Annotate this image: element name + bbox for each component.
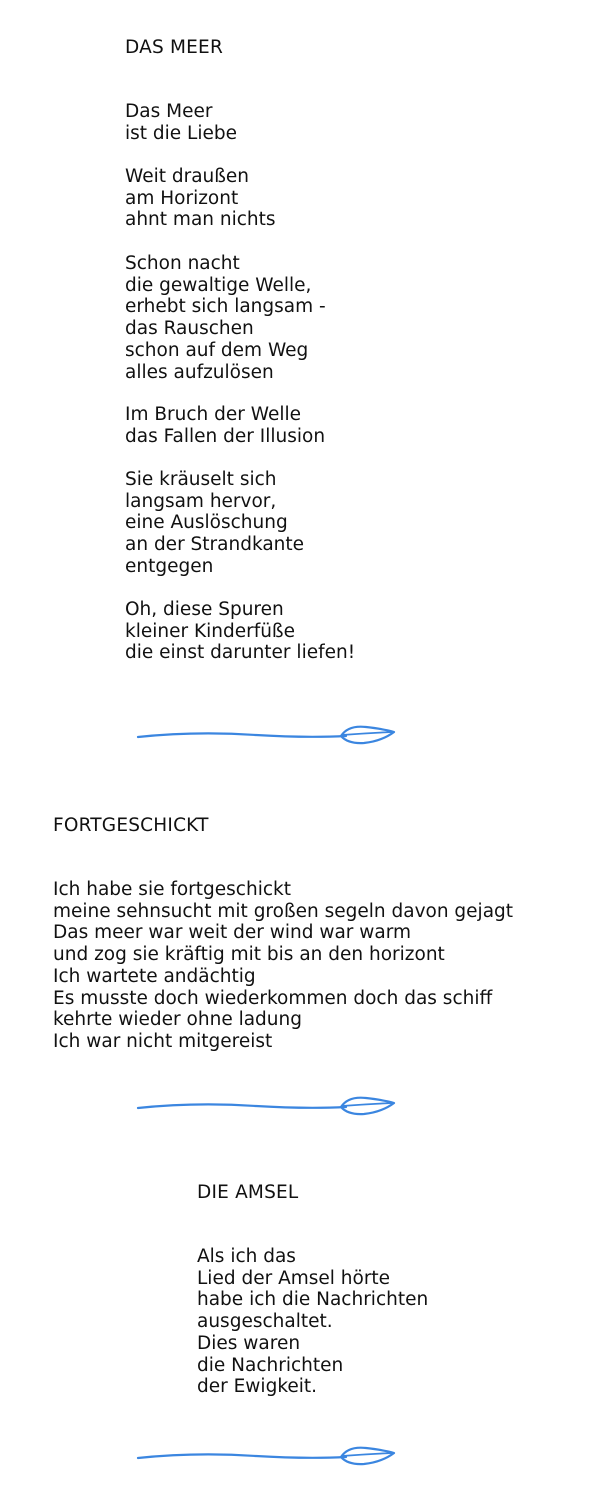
- verse-line: Sie kräuselt sich: [125, 469, 277, 490]
- verse-line: entgegen: [125, 555, 214, 577]
- verse-line: Lied der Amsel hörte: [197, 1267, 391, 1289]
- verse-line: Ich war nicht mitgereist: [53, 1030, 273, 1052]
- poem-title-fortgeschickt: FORTGESCHICKT: [53, 815, 209, 836]
- verse-line: Dies waren: [197, 1332, 301, 1354]
- poem-title-die-amsel: DIE AMSEL: [197, 1182, 299, 1203]
- stanza-5: [125, 469, 304, 578]
- stanza-fortgeschickt: [53, 879, 513, 1053]
- verse-line: ausgeschaltet.: [197, 1311, 333, 1333]
- verse-line: am Horizont: [125, 187, 239, 209]
- verse-line: Schon nacht: [125, 253, 240, 274]
- verse-line: alles aufzulösen: [125, 361, 274, 383]
- verse-line: kehrte wieder ohne ladung: [53, 1009, 302, 1031]
- verse-line: Das meer war weit der wind war warm: [53, 922, 412, 944]
- verse-line: Weit draußen: [125, 166, 250, 187]
- stanza-4: [125, 404, 325, 447]
- verse-line: Ich habe sie fortgeschickt: [53, 879, 291, 900]
- stanza-2: [125, 166, 276, 231]
- verse-line: das Fallen der Illusion: [125, 425, 326, 447]
- verse-line: meine sehnsucht mit großen segeln davon gejagt: [53, 900, 514, 922]
- verse-line: Als ich das: [197, 1246, 296, 1267]
- verse-line: Das Meer: [125, 101, 213, 122]
- verse-line: der Ewigkeit.: [197, 1376, 318, 1398]
- verse-line: Im Bruch der Welle: [125, 404, 302, 425]
- feather-divider-icon: [136, 1440, 396, 1470]
- verse-line: das Rauschen: [125, 318, 254, 340]
- stanza-6: [125, 599, 355, 664]
- verse-line: die Nachrichten: [197, 1354, 344, 1376]
- verse-line: ahnt man nichts: [125, 209, 276, 231]
- feather-divider-icon: [136, 719, 396, 749]
- feather-divider-icon: [136, 1090, 396, 1120]
- stanza-die-amsel: [197, 1246, 428, 1398]
- verse-line: schon auf dem Weg: [125, 339, 309, 361]
- verse-line: langsam hervor,: [125, 490, 277, 512]
- verse-line: die einst darunter liefen!: [125, 642, 356, 664]
- verse-line: Es musste doch wiederkommen doch das schiff: [53, 987, 493, 1009]
- verse-line: Oh, diese Spuren: [125, 599, 284, 620]
- verse-line: habe ich die Nachrichten: [197, 1289, 429, 1311]
- verse-line: und zog sie kräftig mit bis an den horizont: [53, 944, 445, 966]
- poem-title-das-meer: DAS MEER: [125, 37, 223, 58]
- verse-line: die gewaltige Welle,: [125, 274, 312, 296]
- verse-line: erhebt sich langsam -: [125, 296, 326, 318]
- verse-line: ist die Liebe: [125, 122, 238, 144]
- stanza-3: [125, 253, 326, 383]
- stanza-1: [125, 101, 237, 144]
- verse-line: eine Auslöschung: [125, 512, 288, 534]
- verse-line: an der Strandkante: [125, 534, 305, 556]
- verse-line: kleiner Kinderfüße: [125, 620, 295, 642]
- verse-line: Ich wartete andächtig: [53, 965, 256, 987]
